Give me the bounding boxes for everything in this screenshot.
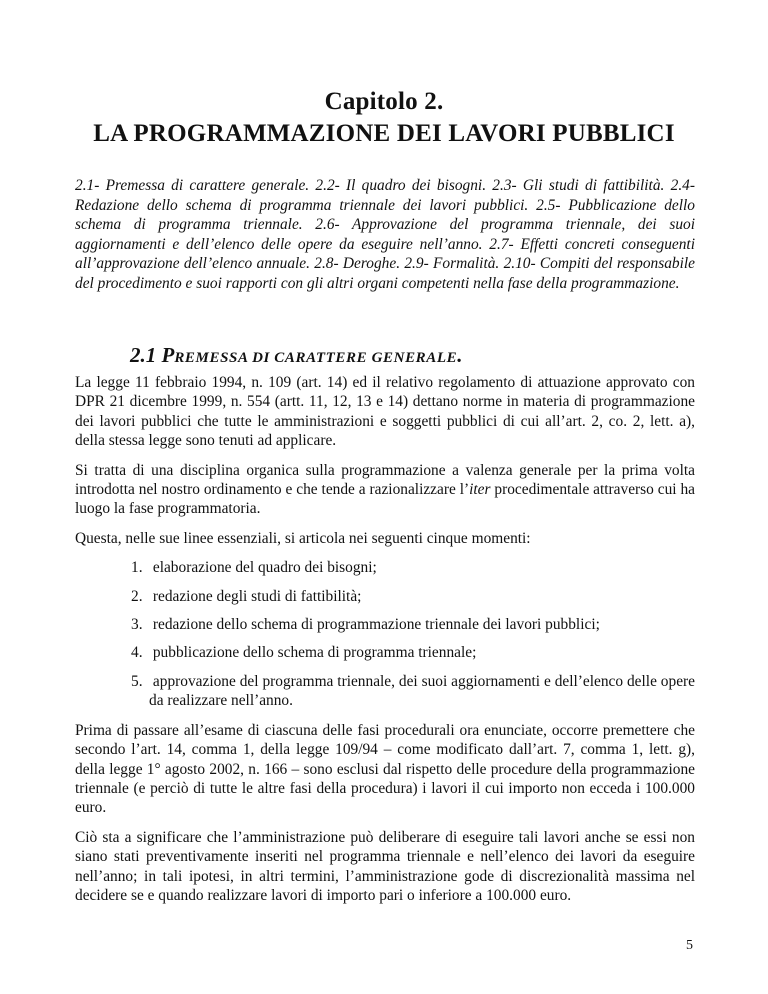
paragraph-2-text-end: procedimentale attraverso cui ha luogo la fase programmatoria. xyxy=(75,481,695,518)
list-item-text: redazione degli studi di fattibilità; xyxy=(152,587,362,605)
paragraph-2-text: Si tratta di una disciplina organica sulla programmazione a valenza generale per la prima volta introdotta nel nostro ordinamento e che tende a razionalizzare l’ xyxy=(75,461,695,499)
list-item xyxy=(131,643,695,662)
list-item-text: pubblicazione dello schema di programma triennale; xyxy=(152,644,477,662)
chapter-summary: 2.1- Premessa di carattere generale. 2.2- Il quadro dei bisogni. 2.3- Gli studi di fattibilità. 2.4- Redazione dello schema di programma triennale dei lavori pubblici. 2.5- Pubblicazione dello schema di programma triennale. 2.6- Approvazione del programma triennale, dei suoi aggiornamenti e dell’elenco delle opere da eseguire nell’anno. 2.7- Effetti concreti conseguenti all’approvazione dell’elenco annuale. 2.8- Deroghe. 2.9- Formalità. 2.10- Compiti del responsabile del procedimento e suoi rapporti con gli altri organi competenti nella fase della programmazione. xyxy=(75,177,695,292)
list-item xyxy=(131,587,695,606)
section-title-rest: REMESSA DI CARATTERE GENERALE xyxy=(174,350,458,366)
section-body xyxy=(75,373,695,915)
list-item-number: 4. xyxy=(131,644,143,662)
chapter-heading xyxy=(0,86,768,150)
section-title-dot: . xyxy=(457,343,463,367)
section-heading xyxy=(130,342,463,371)
section-title-initial: P xyxy=(161,343,175,367)
list-item-number: 2. xyxy=(131,587,143,605)
chapter-label: Capitolo 2. xyxy=(324,88,444,115)
list-item-text: approvazione del programma triennale, dei suoi aggiornamenti e dell’elenco delle opere da realizzare nell’anno. xyxy=(149,672,695,710)
paragraph-2-italic-term: iter xyxy=(469,481,491,499)
section-number: 2.1 xyxy=(130,343,157,367)
chapter-title: LA PROGRAMMAZIONE DEI LAVORI PUBBLICI xyxy=(93,120,675,147)
list-item-text: redazione dello schema di programmazione triennale dei lavori pubblici; xyxy=(152,616,600,634)
paragraph-2 xyxy=(75,461,695,519)
page-number: 5 xyxy=(686,938,693,953)
list-item-text: elaborazione del quadro dei bisogni; xyxy=(152,559,377,577)
list-item xyxy=(131,672,695,711)
list-item-number: 5. xyxy=(131,672,143,690)
paragraph-5: Ciò sta a significare che l’amministrazione può deliberare di eseguire tali lavori anche se essi non siano stati preventivamente inseriti nel programma triennale e nell’elenco dei lavori da eseguire nell’anno; in tali ipotesi, in altri termini, l’amministrazione gode di discrezionalità massima nel decidere se e quando realizzare lavori di importo pari o inferiore a 100.000 euro. xyxy=(75,828,695,904)
phases-list xyxy=(75,558,695,710)
paragraph-4: Prima di passare all’esame di ciascuna delle fasi procedurali ora enunciate, occorre premettere che secondo l’art. 14, comma 1, della legge 109/94 – come modificato dall’art. 7, comma 1, lett. g), della legge 1° agosto 2002, n. 166 – sono esclusi dal rispetto delle procedure della programmazione triennale (e perciò di tutte le altre fasi della procedura) i lavori il cui importo non ecceda i 100.000 euro. xyxy=(75,721,695,817)
paragraph-1: La legge 11 febbraio 1994, n. 109 (art. 14) ed il relativo regolamento di attuazione approvato con DPR 21 dicembre 1999, n. 554 (artt. 11, 12, 13 e 14) dettano norme in materia di programmazione dei lavori pubblici che tutte le amministrazioni e soggetti pubblici di cui all’art. 2, co. 2, lett. a), della stessa legge sono tenuti ad applicare. xyxy=(75,374,695,450)
list-item-number: 3. xyxy=(131,616,143,634)
list-item xyxy=(131,558,695,577)
list-item-number: 1. xyxy=(131,559,143,577)
list-item xyxy=(131,615,695,634)
paragraph-3: Questa, nelle sue linee essenziali, si articola nei seguenti cinque momenti: xyxy=(75,529,531,547)
